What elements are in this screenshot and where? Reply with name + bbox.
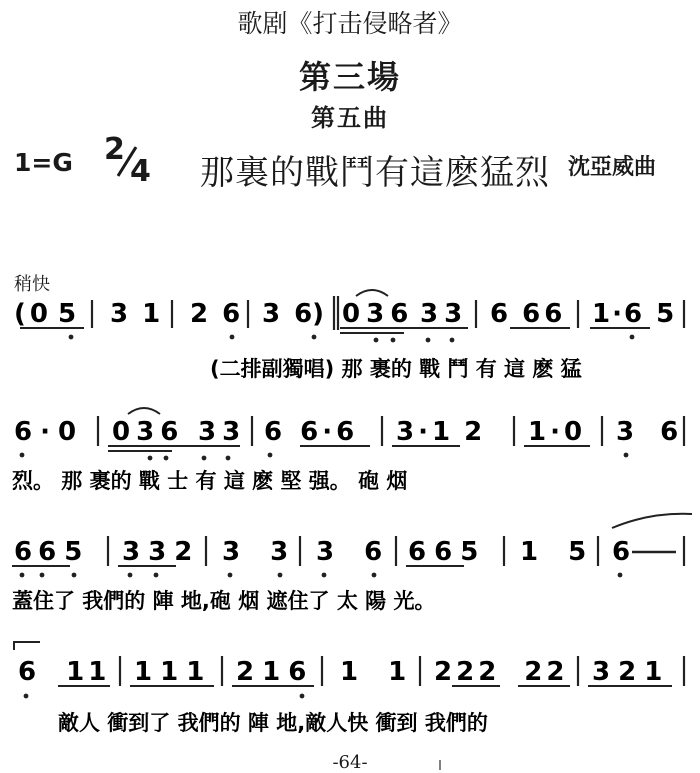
opera-title: 歌剧《打击侵略者》 (237, 9, 463, 38)
score-system-4 (14, 642, 684, 735)
svg-text:1·65: 1·6 5 (592, 299, 675, 329)
svg-text:332: 3 3 2 (122, 537, 193, 567)
svg-text:036: 0 3 6 (112, 417, 179, 447)
svg-text:26: 2 6 (190, 299, 241, 329)
svg-text:666: 6 6 6 (490, 299, 563, 329)
lyrics-system-1: (二排副獨唱) 那 裹的 戰 鬥 有 這 麽 猛 (210, 357, 582, 381)
lyrics-system-2: 烈。 那 裹的 戰 士 有 這 麽 堅 强。 砲 烟 (12, 469, 408, 493)
notes-system-4: 6 1 1 (18, 657, 107, 687)
time-signature-top: 2 (104, 132, 125, 167)
piece-number: 第五曲 (311, 103, 389, 132)
svg-text:36: 3 6 (616, 417, 679, 447)
svg-text:11: 1 1 (340, 657, 407, 687)
score-system-3 (12, 514, 692, 613)
svg-text:6: 6 (612, 537, 631, 567)
page-number: -64- (332, 752, 368, 773)
notes-system-1: ( 0 5 (14, 299, 77, 329)
score-system-2 (12, 408, 684, 493)
time-signature-bottom: 4 (130, 154, 151, 189)
svg-text:665: 6 6 5 (408, 537, 479, 567)
svg-text:3·12: 3 · 1 2 (396, 417, 483, 447)
svg-text:1·0: 1 · 0 (528, 417, 583, 447)
lyrics-system-3: 蓋住了 我們的 陣 地,砲 烟 遮住了 太 陽 光。 (12, 589, 436, 613)
tempo-marking: 稍快 (14, 274, 50, 295)
svg-text:36): 3 6) (262, 299, 325, 329)
lyrics-system-4: 敵人 衝到了 我們的 陣 地,敵人快 衝到 我們的 (58, 711, 488, 735)
svg-text:33: 3 3 (420, 299, 463, 329)
svg-text:36: 3 6 (316, 537, 383, 567)
score-system-1 (14, 290, 684, 381)
svg-text:33: 3 3 (222, 537, 289, 567)
svg-text:321: 3 2 1 (592, 657, 663, 687)
notes-system-2: 6 · 0 (14, 417, 77, 447)
svg-text:66·6: 6 6 · 6 (264, 417, 355, 447)
notes-system-3: 6 6 5 (14, 537, 83, 567)
svg-text:31: 3 1 (110, 299, 161, 329)
svg-text:036: 0 3 6 (342, 299, 409, 329)
key-signature: 1=G (14, 148, 73, 177)
svg-text:33: 3 3 (198, 417, 241, 447)
song-title: 那裏的戰鬥有這麽猛烈 (200, 153, 550, 193)
svg-text:111: 1 1 1 (134, 657, 205, 687)
svg-text:15: 1 5 (520, 537, 587, 567)
svg-text:216: 2 1 6 (236, 657, 307, 687)
scene-heading: 第三場 (298, 58, 401, 96)
composer-credit: 沈亞威曲 (568, 154, 657, 180)
svg-text:22222: 2 2 2 2 2 (434, 657, 565, 687)
